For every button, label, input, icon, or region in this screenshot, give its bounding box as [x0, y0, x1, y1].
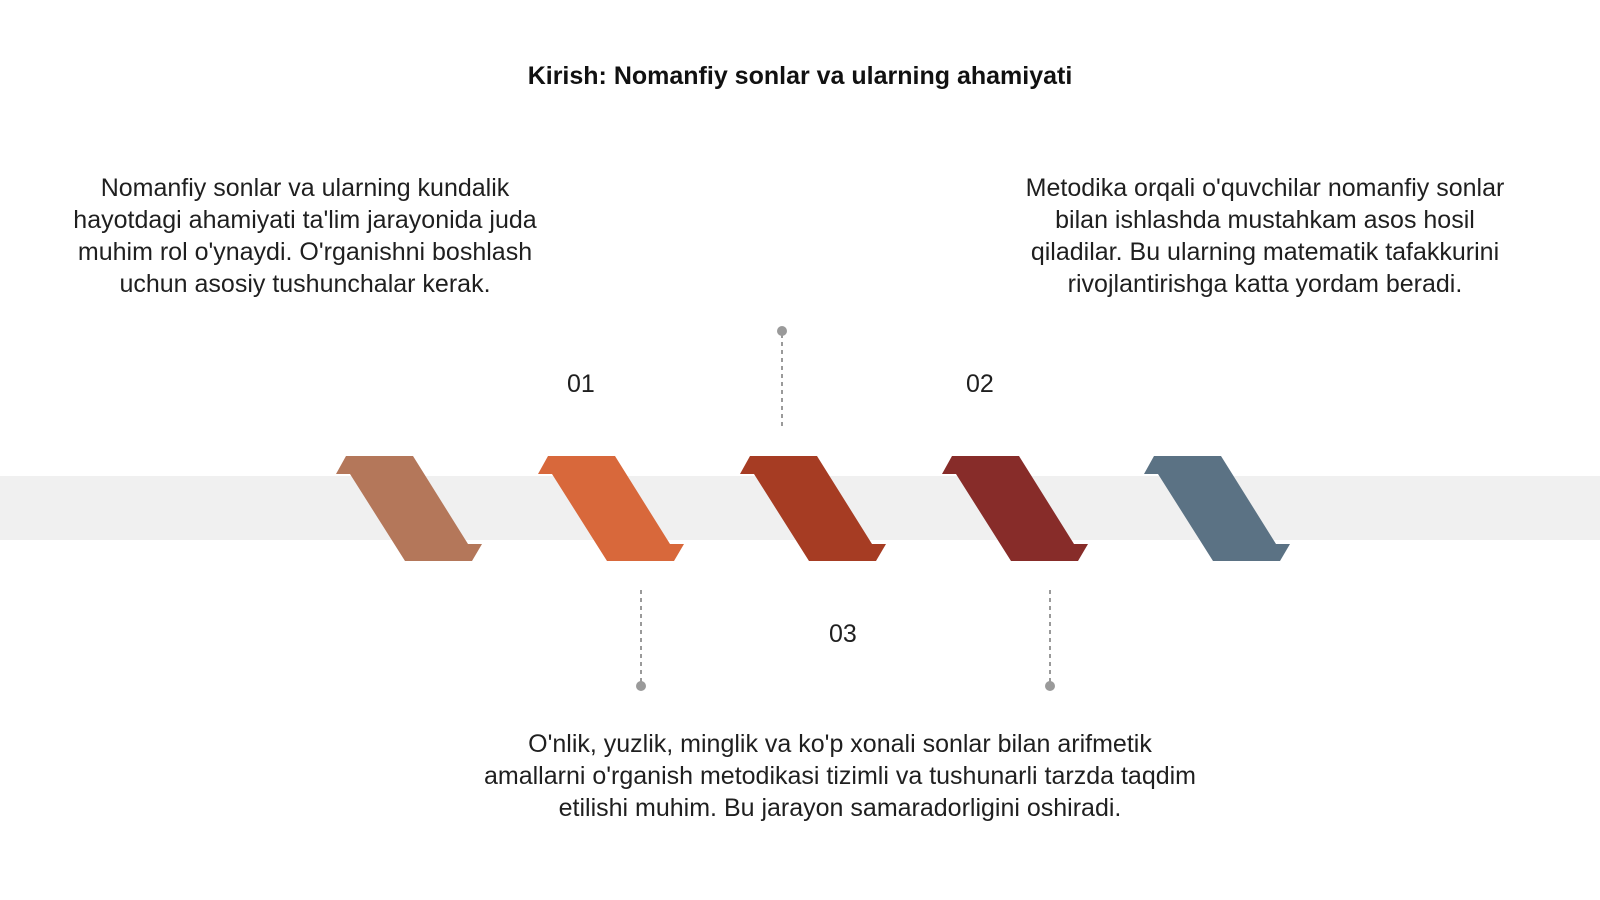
- step-2-text: Metodika orqali o'quvchilar nomanfiy sonlar bilan ishlashda mustahkam asos hosil qiladilar. Bu ularning matematik tafakkurini rivojlantirishga katta yordam beradi.: [1025, 174, 1505, 298]
- step-1-number: 01: [567, 370, 595, 398]
- connector-bottom-left: [636, 590, 646, 691]
- connector-bottom-right-dot: [1045, 681, 1055, 691]
- step-3-text: O'nlik, yuzlik, minglik va ko'p xonali sonlar bilan arifmetik amallarni o'rganish metodikasi tizimli va tushunarli tarzda taqdim etilishi muhim. Bu jarayon samaradorligini oshiradi.: [483, 730, 1197, 822]
- chevrons-group: [336, 456, 1290, 561]
- step-3-number: 03: [829, 620, 857, 648]
- connector-top-dot: [777, 326, 787, 336]
- chevron-2: [538, 456, 684, 561]
- step-1-text: Nomanfiy sonlar va ularning kundalik hayotdagi ahamiyati ta'lim jarayonida juda muhim rol o'ynaydi. O'rganishni boshlash uchun asosiy tushunchalar kerak.: [73, 174, 537, 298]
- chevron-3: [740, 456, 886, 561]
- step-2-number: 02: [966, 370, 994, 398]
- connector-bottom-left-dot: [636, 681, 646, 691]
- connector-top: [777, 326, 787, 430]
- chevron-1: [336, 456, 482, 561]
- slide-title: Kirish: Nomanfiy sonlar va ularning ahamiyati: [527, 62, 1073, 90]
- chevron-4: [942, 456, 1088, 561]
- chevron-5: [1144, 456, 1290, 561]
- connector-bottom-right: [1045, 590, 1055, 691]
